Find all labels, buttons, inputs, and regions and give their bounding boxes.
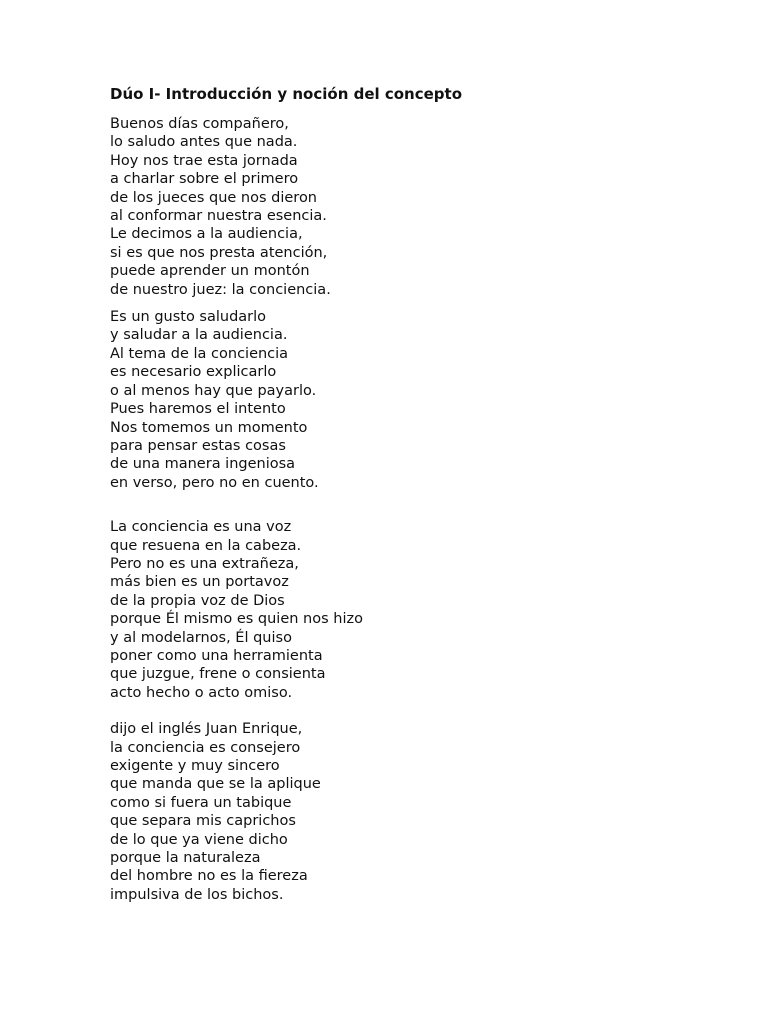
verse-line: que juzgue, frene o consienta — [110, 666, 326, 683]
verse-line: Nos tomemos un momento — [110, 419, 308, 436]
verse-line: Es un gusto saludarlo — [110, 309, 267, 326]
verse-line: a charlar sobre el primero — [110, 171, 299, 188]
verse-line: exigente y muy sincero — [110, 758, 280, 774]
document-page — [110, 84, 730, 904]
verse-line: de una manera ingeniosa — [110, 456, 296, 473]
verse-line: que resuena en la cabeza. — [110, 537, 302, 554]
verse-line: la conciencia es consejero — [110, 739, 301, 756]
verse-line: Le decimos a la audiencia, — [110, 226, 303, 243]
verse-line: o al menos hay que payarlo. — [110, 382, 317, 399]
verse-line: como si fuera un tabique — [110, 794, 292, 811]
verse-line: lo saludo antes que nada. — [110, 134, 298, 151]
stanza-1 — [110, 115, 730, 299]
verse-line: del hombre no es la fiereza — [110, 868, 308, 885]
verse-line: acto hecho o acto omiso. — [110, 684, 293, 701]
verse-line: Pues haremos el intento — [110, 401, 286, 418]
verse-line: La conciencia es una voz — [110, 519, 292, 536]
verse-line: de nuestro juez: la conciencia. — [110, 281, 331, 298]
verse-line: si es que nos presta atención, — [110, 244, 328, 261]
verse-line: de la propia voz de Dios — [110, 592, 285, 609]
verse-line: para pensar estas cosas — [110, 437, 286, 454]
verse-line: Pero no es una extrañeza, — [110, 555, 299, 572]
verse-line: puede aprender un montón — [110, 263, 310, 280]
verse-line: dijo el inglés Juan Enrique, — [110, 721, 303, 738]
verse-line: de lo que ya viene dicho — [110, 831, 288, 848]
stanza-4 — [110, 720, 730, 904]
verse-line: poner como una herramienta — [110, 647, 323, 664]
verse-line: y saludar a la audiencia. — [110, 327, 288, 344]
verse-line: es necesario explicarlo — [110, 364, 277, 381]
verse-line: de los jueces que nos dieron — [110, 189, 318, 206]
verse-line: que separa mis caprichos — [110, 813, 296, 830]
verse-line: al conformar nuestra esencia. — [110, 208, 327, 225]
verse-line: Al tema de la conciencia — [110, 345, 289, 362]
verse-line: impulsiva de los bichos. — [110, 886, 284, 903]
stanza-3 — [110, 518, 730, 702]
verse-line: en verso, pero no en cuento. — [110, 474, 319, 491]
verse-line: más bien es un portavoz — [110, 574, 289, 591]
verse-line: que manda que se la aplique — [110, 776, 321, 793]
verse-line: porque Él mismo es quien nos hizo — [110, 611, 363, 628]
verse-line: Buenos días compañero, — [110, 116, 289, 132]
verse-line: porque la naturaleza — [110, 850, 261, 867]
document-title: Dúo I- Introducción y noción del concepto — [110, 85, 463, 103]
stanza-2 — [110, 308, 730, 492]
verse-line: Hoy nos trae esta jornada — [110, 152, 298, 169]
verse-line: y al modelarnos, Él quiso — [110, 629, 292, 646]
